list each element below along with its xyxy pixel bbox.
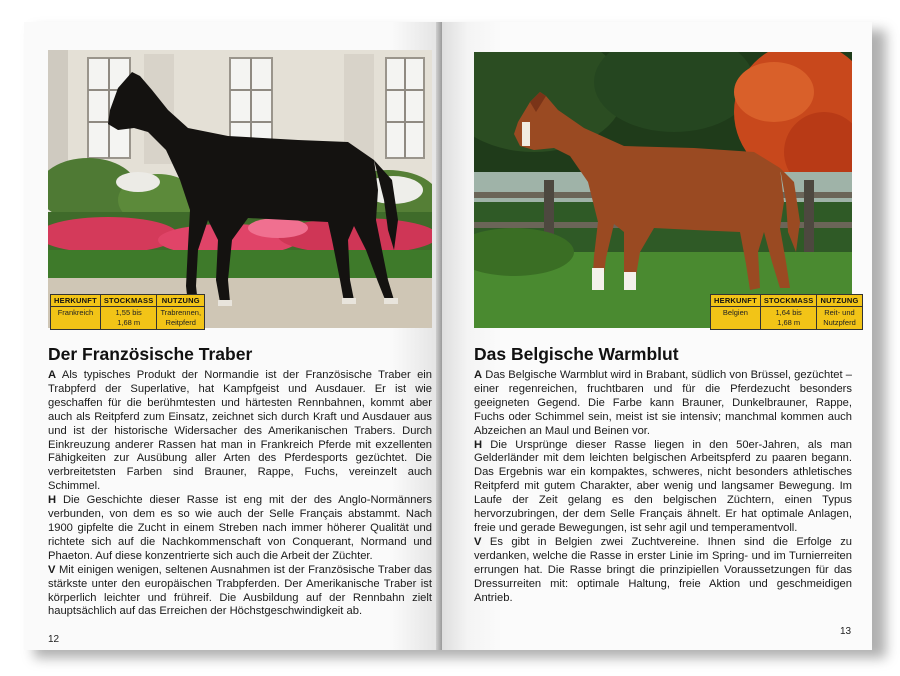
height-header: STOCKMASS <box>760 295 817 307</box>
usage-header: NUTZUNG <box>157 295 205 307</box>
left-page <box>24 22 442 650</box>
paragraph-h: H Die Ursprünge dieser Rasse liegen in den 50er-Jahren, als man Gelderländer mit dem leichten belgischen Arbeitspferd zu paaren begann. Das Ergebnis war ein kompaktes, schweres, nicht besonders athletisches Reitpferd mit gutem Charakter, aber wenig und langsamer Bewegung. Im Laufe der Zeit gelang es den belgischen Züchtern, einen Typus hervorzubringen, der dem Selle Français ähnelt. Er hat optimale Anlagen, freie und gerade Bewegungen, ist sehr agil und temperamentvoll. <box>474 438 853 534</box>
height-value: 1,55 bis 1,68 m <box>100 307 157 330</box>
paragraph-v: V Es gibt in Belgien zwei Zuchtvereine. Ihnen sind die Erfolge zu verdanken, welche die Rasse in erster Linie im Spring- und im Turnierreiten errungen hat. Die Rasse bringt die prinzipiellen Voraussetzungen für das Dressurreiten mit: optimale Haltung, freie Aktion und geschmeidigen Antrieb. <box>474 535 853 604</box>
origin-value: Frankreich <box>51 307 101 330</box>
paragraph-a: A Das Belgische Warmblut wird in Brabant, südlich von Brüssel, gezüchtet – einer regenreichen, fruchtbaren und für die Pferdezucht besonders geeigneten Gegend. Die Farbe kann Brauner, Dunkelbrauner, Rappe, Fuchs oder Schimmel sein, meist ist sie intensiv; manchmal kommen auch Abzeichen an Maul und Beinen vor. <box>474 369 852 437</box>
height-header: STOCKMASS <box>100 295 157 307</box>
paragraph-a: A Als typisches Produkt der Normandie ist der Französische Traber ein Trabpferd der Superlative, hat Kampfgeist und Ausdauer. Er ist wie geschaffen für die berühmtesten und härtesten Rennbahnen, kommt aber auch als Reitpferd zum Einsatz, zeichnet sich durch Kraft und Ausdauer aus und ist der historische Widersacher des Amerikanischen Trabers. Durch Einkreuzung anderer Rassen hat man in Frankreich Pferde mit exzellenten Fähigkeiten zur Ausübung aller Arten des Pferdesports gezüchtet. Die verbreitetsten Farben sind Brauner, Rappe, Fuchs, vereinzelt auch Schimmel. <box>48 369 432 493</box>
breed-info-table <box>50 294 205 330</box>
origin-value: Belgien <box>711 307 761 330</box>
breed-info-table <box>710 294 863 330</box>
page-title: Der Französische Traber <box>48 344 253 364</box>
chestnut-horse-photo <box>474 52 852 328</box>
usage-header: NUTZUNG <box>817 295 862 307</box>
page-number: 12 <box>48 634 60 645</box>
page-title: Das Belgische Warmblut <box>474 344 679 364</box>
usage-value: Trabrennen, Reitpferd <box>157 307 205 330</box>
paragraph-v: V Mit einigen wenigen, seltenen Ausnahmen ist der Französische Traber das stärkste unter den europäischen Trabpferden. Der Amerikanische Traber ist körperlich leichter und frühreif. Die Ausbildung auf der Rennbahn zielt hauptsächlich auf das Erreichen der Höchstgeschwindigkeit ab. <box>48 563 432 618</box>
origin-header: HERKUNFT <box>711 295 761 307</box>
body-text <box>48 369 432 619</box>
usage-value: Reit- und Nutzpferd <box>817 307 862 330</box>
black-horse-photo <box>48 50 432 328</box>
body-text <box>474 369 852 605</box>
right-page <box>442 22 872 650</box>
height-value: 1,64 bis 1,68 m <box>760 307 817 330</box>
paragraph-h: H Die Geschichte dieser Rasse ist eng mit der des Anglo-Normänners verbunden, von dem es so wie auch der Selle Français abstammt. Nach 1900 gipfelte die Zucht in einem Streben nach immer höherer Qualität und richtete sich auf die Nachkommenschaft von Conquerant, Normand und Phaeton. Auf diese konzentrierte sich auch die Arbeit der Züchter. <box>48 494 432 562</box>
origin-header: HERKUNFT <box>51 295 101 307</box>
page-number: 13 <box>840 626 852 637</box>
